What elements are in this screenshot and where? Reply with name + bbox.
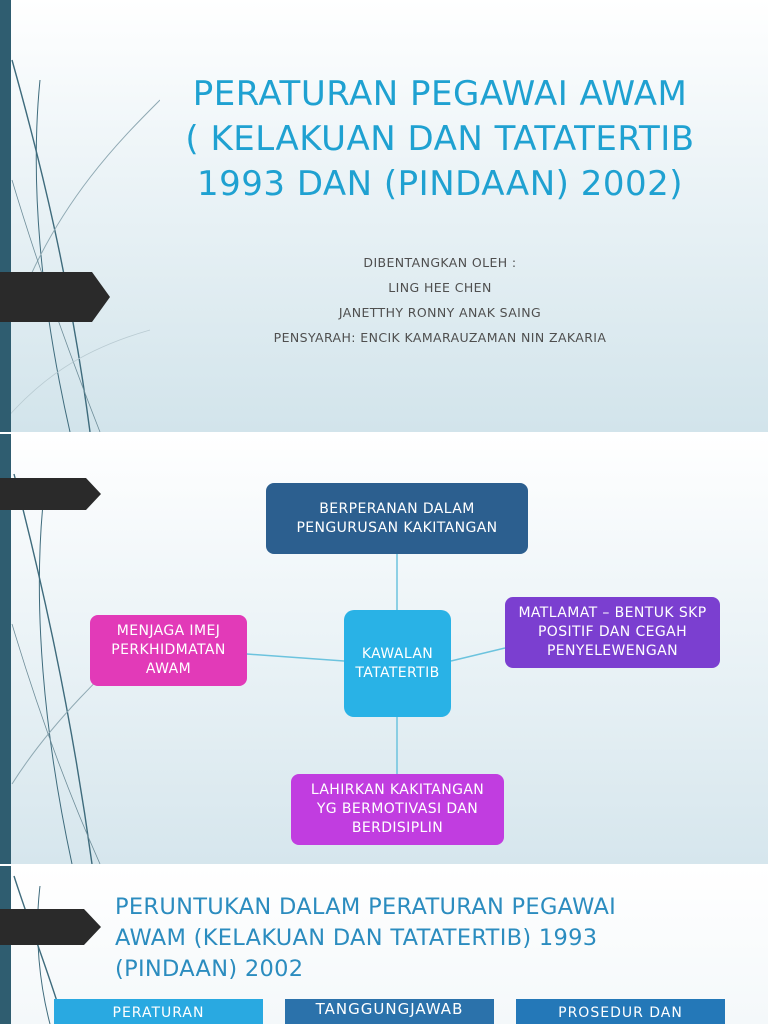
- lecturer-name: PENSYARAH: ENCIK KAMARAUZAMAN NIN ZAKARIA: [273, 330, 607, 345]
- decorative-swirl: [0, 0, 160, 432]
- node-left: [90, 615, 247, 686]
- box-label: PROSEDUR DAN: [558, 1005, 683, 1021]
- node-text: KAWALAN: [361, 645, 434, 662]
- provision-box-tanggungjawab: [285, 999, 494, 1024]
- node-text: TATATERTIB: [355, 664, 440, 681]
- node-text: BERPERANAN DALAM: [319, 500, 475, 517]
- box-label: TANGGUNGJAWAB: [315, 1000, 464, 1018]
- node-text: PERKHIDMATAN: [111, 642, 226, 658]
- connector-line: [451, 648, 505, 661]
- node-right: [505, 597, 720, 668]
- presenter-name: LING HEE CHEN: [388, 280, 492, 295]
- mindmap-slide: [0, 434, 768, 864]
- provision-box-peraturan: [54, 999, 263, 1024]
- title-line: PERATURAN PEGAWAI AWAM: [192, 74, 688, 114]
- node-text: POSITIF DAN CEGAH: [537, 624, 688, 640]
- node-top: [266, 483, 528, 554]
- box-label: PERATURAN: [112, 1005, 205, 1021]
- title-line: PERUNTUKAN DALAM PERATURAN PEGAWAI: [115, 894, 617, 920]
- node-text: YG BERMOTIVASI DAN: [316, 801, 479, 817]
- left-accent-bar: [0, 0, 11, 432]
- presenter-info: [140, 250, 740, 350]
- node-text: LAHIRKAN KAKITANGAN: [310, 782, 485, 798]
- left-accent-bar: [0, 866, 11, 1024]
- slide-tab-marker: [0, 272, 112, 322]
- node-text: AWAM: [145, 661, 192, 677]
- connector-line: [247, 654, 344, 661]
- node-text: PENGURUSAN KAKITANGAN: [296, 519, 498, 536]
- node-bottom: [291, 774, 504, 845]
- title-line: 1993 DAN (PINDAAN) 2002): [197, 164, 683, 204]
- slide-tab-marker: [0, 909, 102, 945]
- provisions-slide: [0, 866, 768, 1024]
- page-title: [140, 72, 740, 207]
- node-text: BERDISIPLIN: [351, 820, 444, 836]
- node-text: PENYELEWENGAN: [546, 643, 679, 659]
- presented-by-label: DIBENTANGKAN OLEH :: [363, 255, 517, 270]
- slide-title: [115, 892, 715, 985]
- title-line: ( KELAKUAN DAN TATATERTIB: [185, 119, 695, 159]
- title-line: (PINDAAN) 2002: [115, 956, 304, 982]
- node-text: MATLAMAT – BENTUK SKP: [518, 605, 707, 621]
- title-slide: [0, 0, 768, 432]
- node-center: [344, 610, 451, 717]
- provision-box-prosedur: [516, 999, 725, 1024]
- presenter-name: JANETTHY RONNY ANAK SAING: [338, 305, 542, 320]
- title-line: AWAM (KELAKUAN DAN TATATERTIB) 1993: [115, 925, 598, 951]
- node-text: MENJAGA IMEJ: [116, 623, 221, 639]
